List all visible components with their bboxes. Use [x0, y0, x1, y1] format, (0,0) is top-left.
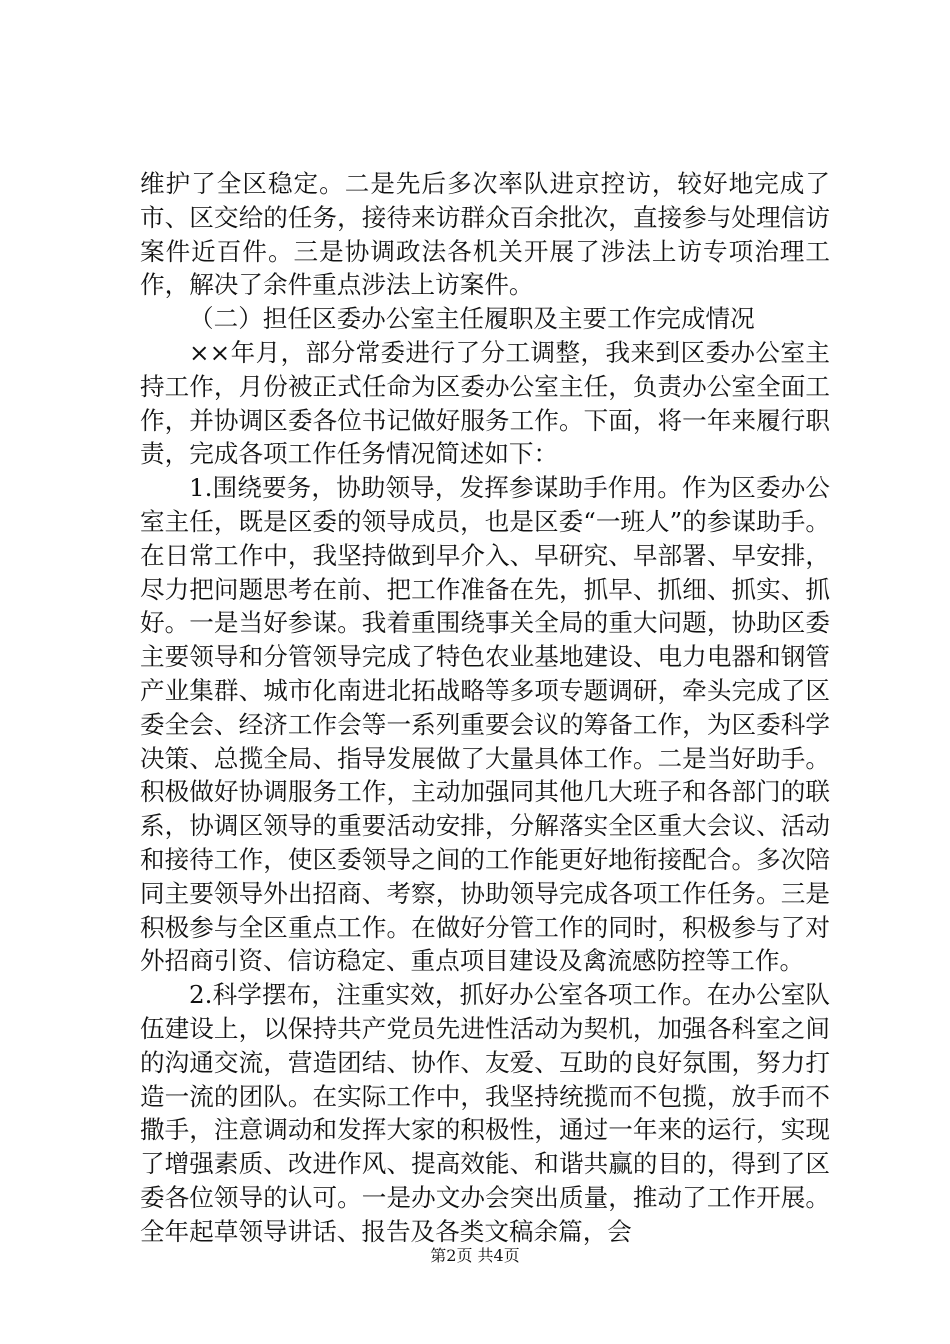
page-footer: 第2页 共4页 — [430, 1246, 520, 1265]
document-body — [140, 167, 830, 1249]
paragraph-intro: ××年月，部分常委进行了分工调整，我来到区委办公室主持工作，月份被正式任命为区委办公室主任，负责办公室全面工作，并协调区委各位书记做好服务工作。下面，将一年来履行职责，完成各项工作任务情况简述如下： — [140, 337, 830, 469]
paragraph-item-1: 1.围绕要务，协助领导，发挥参谋助手作用。作为区委办公室主任，既是区委的领导成员，也是区委“一班人”的参谋助手。在日常工作中，我坚持做到早介入、早研究、早部署、早安排，尽力把问题思考在前、把工作准备在先，抓早、抓细、抓实、抓好。一是当好参谋。我着重围绕事关全局的重大问题，协助区委主要领导和分管领导完成了特色农业基地建设、电力电器和钢管产业集群、城市化南进北拓战略等多项专题调研，牵头完成了区委全会、经济工作会等一系列重要会议的筹备工作，为区委科学决策、总揽全局、指导发展做了大量具体工作。二是当好助手。积极做好协调服务工作，主动加强同其他几大班子和各部门的联系，协调区领导的重要活动安排，分解落实全区重大会议、活动和接待工作，使区委领导之间的工作能更好地衔接配合。多次陪同主要领导外出招商、考察，协助领导完成各项工作任务。三是积极参与全区重点工作。在做好分管工作的同时，积极参与了对外招商引资、信访稳定、重点项目建设及禽流感防控等工作。 — [140, 473, 830, 976]
paragraph-item-2: 2.科学摆布，注重实效，抓好办公室各项工作。在办公室队伍建设上，以保持共产党员先进性活动为契机，加强各科室之间的沟通交流，营造团结、协作、友爱、互助的良好氛围，努力打造一流的团队。在实际工作中，我坚持统揽而不包揽，放手而不撒手，注意调动和发挥大家的积极性，通过一年来的运行，实现了增强素质、改进作风、提高效能、和谐共赢的目的，得到了区委各位领导的认可。一是办文办会突出质量，推动了工作开展。全年起草领导讲话、报告及各类文稿余篇，会 — [140, 980, 830, 1246]
section-heading: （二）担任区委办公室主任履职及主要工作完成情况 — [189, 304, 755, 334]
paragraph-continuation: 维护了全区稳定。二是先后多次率队进京控访，较好地完成了市、区交给的任务，接待来访群众百余批次，直接参与处理信访案件近百件。三是协调政法各机关开展了涉法上访专项治理工作，解决了余件重点涉法上访案件。 — [140, 169, 830, 300]
